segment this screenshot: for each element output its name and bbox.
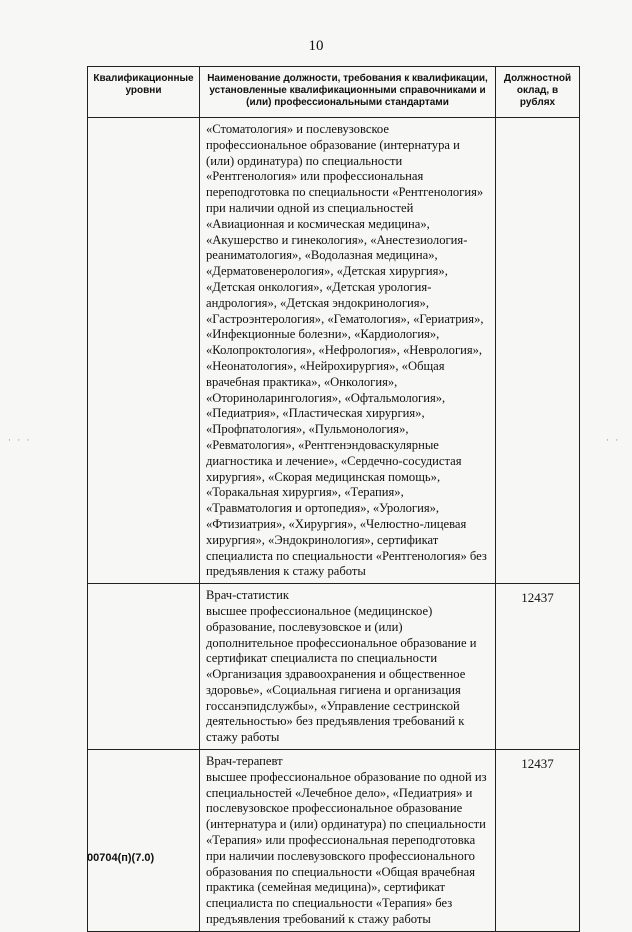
position-title: Врач-терапевт [206,754,283,769]
table-row [88,118,580,584]
cell-salary [496,118,580,584]
scan-speck: · · · [8,435,32,445]
table-row [88,584,580,750]
requirements-text: «Стоматология» и послевузовское профессиональное образование (интернатура и (или) ординатура) по специальности «Рентгенология» или профессиональная переподготовка по специальности «Рентгенология» при наличии одной из специальностей «Авиационная и космическая медицина», «Акушерство и гинекология», «Анестезиология-реаниматология», «Водолазная медицина», «Дерматовенерология», «Детская хирургия», «Детская онкология», «Детская урология-андрология», «Детская эндокринология», «Гастроэнтерология», «Гематология», «Гериатрия», «Инфекционные болезни», «Кардиология», «Колопроктология», «Нефрология», «Неврология», «Неонатология», «Нейрохирургия», «Общая врачебная практика», «Онкология», «Оториноларингология», «Офтальмология», «Педиатрия», «Пластическая хирургия», «Профпатология», «Пульмонология», «Ревматология», «Рентгенэндоваскулярные диагностика и лечение», «Сердечно-сосудистая хирургия», «Скорая медицинская помощь», «Торакальная хирургия», «Терапия», «Травматология и ортопедия», «Урология», «Фтизиатрия», «Хирургия», «Челюстно-лицевая хирургия», «Эндокринология», сертификат специалиста по специальности «Рентгенология» без предъявления к стажу работы [206,122,487,579]
header-position-requirements: Наименование должности, требования к квалификации, установленные квалификационными справочниками и (или) профессиональными стандартами [200,67,496,118]
header-qualification-levels: Квалификационные уровни [88,67,200,118]
cell-level [88,584,200,750]
table-row [88,750,580,932]
cell-requirements [200,750,496,932]
qualification-table [87,66,580,932]
cell-requirements [200,584,496,750]
cell-requirements [200,118,496,584]
requirements-text: высшее профессиональное (медицинское) образование, послевузовское и (или) дополнительное профессиональное образование и сертификат специалиста по специальности «Организация здравоохранения и общественное здоровье», «Социальная гигиена и организация госсанэпидслужбы», «Управление сестринской деятельностью» без предъявления требований к стажу работы [206,603,477,745]
page-number: 10 [308,38,324,54]
position-title: Врач-статистик [206,588,290,603]
document-code: 00704(п)(7.0) [87,852,155,864]
header-salary: Должностной оклад, в рублях [496,67,580,118]
cell-level [88,750,200,932]
cell-level [88,118,200,584]
cell-salary: 12437 [496,584,580,750]
cell-salary: 12437 [496,750,580,932]
table-header-row [88,67,580,118]
requirements-text: высшее профессиональное образование по одной из специальностей «Лечебное дело», «Педиатрия» и послевузовское профессиональное образование (интернатура и (или) ординатура) по специальности «Терапия» или профессиональная переподготовка при наличии послевузовского профессионального образования по специальности «Общая врачебная практика (семейная медицина)», сертификат специалиста по специальности «Терапия» без предъявления требований к стажу работы [206,769,487,927]
scan-speck: · · [606,435,621,445]
